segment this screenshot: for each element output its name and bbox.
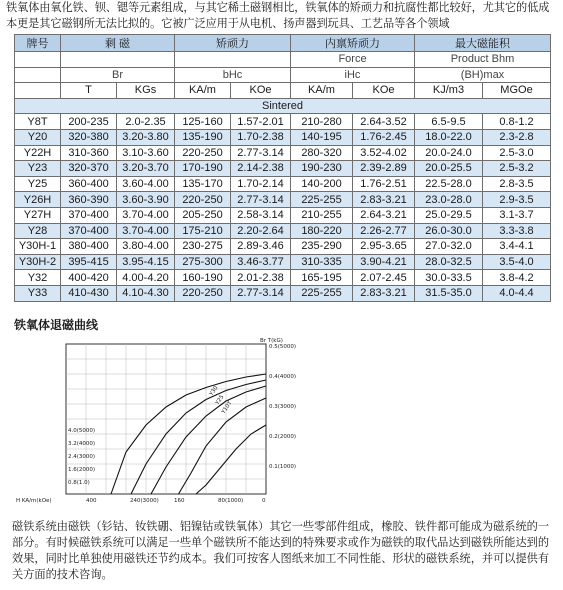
value-cell: 160-190	[175, 270, 231, 286]
br-subheader: Br	[61, 67, 175, 83]
value-cell: 3.95-4.15	[117, 254, 175, 270]
value-cell: 3.20-3.80	[117, 129, 175, 145]
header-row-3	[15, 67, 551, 83]
value-cell: 2.64-3.52	[353, 114, 415, 130]
value-cell: 400-420	[61, 270, 117, 286]
x-tick-label: 80(1000)	[218, 498, 244, 504]
value-cell: 2.77-3.14	[231, 285, 291, 301]
table-row	[15, 223, 551, 239]
x-tick-label: 0	[262, 498, 266, 504]
value-cell: 380-400	[61, 239, 117, 255]
x-tick-label: 160	[174, 498, 185, 504]
value-cell: 2.77-3.14	[231, 145, 291, 161]
table-row	[15, 207, 551, 223]
value-cell: 280-320	[291, 145, 353, 161]
table-row	[15, 129, 551, 145]
unit-cell: KGs	[117, 83, 175, 99]
value-cell: 1.76-2.51	[353, 176, 415, 192]
ihc-subheader: iHc	[291, 67, 415, 83]
y-axis-label: Br T(kG)	[260, 338, 283, 344]
value-cell: 3.80-4.00	[117, 239, 175, 255]
value-cell: 3.5-4.0	[483, 254, 551, 270]
section-row	[15, 98, 551, 114]
value-cell: 2.83-3.21	[353, 192, 415, 208]
value-cell: 125-160	[175, 114, 231, 130]
value-cell: 3.10-3.60	[117, 145, 175, 161]
table-row	[15, 192, 551, 208]
table-row	[15, 285, 551, 301]
outro-paragraph: 磁铁系统由磁铁（钐钴、钕铁硼、铝镍钴或铁氧体）其它一些零部件组成，橡胶、铁件都可能成为磁系统的一部分。有时候磁铁系统可以满足一些单个磁铁所不能达到的特殊要求或作为磁铁的取代品达到磁铁所能达到的效果，同时比单独使用磁铁还节约成本。我们可按客人图纸来加工不同性能、形状的磁铁系统，并可以提供有关方面的技术咨询。	[12, 520, 550, 581]
table-row	[15, 239, 551, 255]
grade-cell: Y30H-2	[15, 254, 61, 270]
product-subheader: Product Bhm	[415, 52, 551, 68]
value-cell: 3.46-3.77	[231, 254, 291, 270]
value-cell: 2.9-3.5	[483, 192, 551, 208]
value-cell: 220-250	[175, 145, 231, 161]
grade-cell: Y20	[15, 129, 61, 145]
sintered-label: Sintered	[15, 98, 551, 114]
value-cell: 370-400	[61, 223, 117, 239]
value-cell: 360-400	[61, 176, 117, 192]
value-cell: 25.0-29.5	[415, 207, 483, 223]
value-cell: 310-360	[61, 145, 117, 161]
value-cell: 175-210	[175, 223, 231, 239]
intro-paragraph: 铁氧体由氧化铁、钡、锶等元素组成，与其它稀土磁钢相比，铁氧体的矫顽力和抗腐性都比较好，尤其它的低成本更是其它磁钢所无法比拟的。它被广泛应用于从电机、扬声器到玩具、工艺品等各个领域	[6, 1, 550, 30]
unit-cell: KA/m	[175, 83, 231, 99]
grade-cell: Y26H	[15, 192, 61, 208]
value-cell: 2.58-3.14	[231, 207, 291, 223]
value-cell: 395-415	[61, 254, 117, 270]
value-cell: 2.8-3.5	[483, 176, 551, 192]
left-tick-label: 3.2(4000)	[68, 441, 96, 447]
value-cell: 140-195	[291, 129, 353, 145]
value-cell: 3.70-4.00	[117, 207, 175, 223]
value-cell: 320-380	[61, 129, 117, 145]
value-cell: 2.39-2.89	[353, 161, 415, 177]
grade-cell: Y27H	[15, 207, 61, 223]
table-row	[15, 161, 551, 177]
value-cell: 2.20-2.64	[231, 223, 291, 239]
value-cell: 3.4-4.1	[483, 239, 551, 255]
x-tick-label: 400	[86, 498, 97, 504]
value-cell: 18.0-22.0	[415, 129, 483, 145]
value-cell: 180-220	[291, 223, 353, 239]
value-cell: 4.0-4.4	[483, 285, 551, 301]
y-tick-label: 0.5(5000)	[269, 344, 297, 350]
value-cell: 2.95-3.65	[353, 239, 415, 255]
value-cell: 3.70-4.00	[117, 223, 175, 239]
value-cell: 3.8-4.2	[483, 270, 551, 286]
value-cell: 135-170	[175, 176, 231, 192]
value-cell: 3.52-4.02	[353, 145, 415, 161]
demag-curve-4	[196, 425, 266, 494]
y-tick-label: 0.4(4000)	[269, 374, 297, 380]
value-cell: 23.0-28.0	[415, 192, 483, 208]
value-cell: 230-275	[175, 239, 231, 255]
unit-cell: KA/m	[291, 83, 353, 99]
table-row	[15, 176, 551, 192]
value-cell: 20.0-25.5	[415, 161, 483, 177]
unit-cell: T	[61, 83, 117, 99]
left-tick-label: 4.0(5000)	[68, 428, 96, 434]
value-cell: 310-335	[291, 254, 353, 270]
value-cell: 1.57-2.01	[231, 114, 291, 130]
value-cell: 170-190	[175, 161, 231, 177]
table-row	[15, 254, 551, 270]
value-cell: 2.64-3.21	[353, 207, 415, 223]
value-cell: 22.5-28.0	[415, 176, 483, 192]
y-tick-label: 0.1(1000)	[269, 464, 297, 470]
value-cell: 370-400	[61, 207, 117, 223]
value-cell: 200-235	[61, 114, 117, 130]
value-cell: 3.60-4.00	[117, 176, 175, 192]
value-cell: 3.20-3.70	[117, 161, 175, 177]
value-cell: 320-370	[61, 161, 117, 177]
grade-cell: Y8T	[15, 114, 61, 130]
chart-title: 铁氧体退磁曲线	[14, 318, 99, 332]
value-cell: 2.26-2.77	[353, 223, 415, 239]
value-cell: 3.60-3.90	[117, 192, 175, 208]
value-cell: 360-390	[61, 192, 117, 208]
force-subheader: Force	[291, 52, 415, 68]
value-cell: 205-250	[175, 207, 231, 223]
remanence-header: 剩 磁	[61, 35, 175, 52]
grade-cell: Y22H	[15, 145, 61, 161]
value-cell: 2.5-3.2	[483, 161, 551, 177]
value-cell: 6.5-9.5	[415, 114, 483, 130]
value-cell: 2.83-3.21	[353, 285, 415, 301]
max-energy-product-header: 最大磁能积	[415, 35, 551, 52]
value-cell: 235-290	[291, 239, 353, 255]
bhmax-subheader: (BH)max	[415, 67, 551, 83]
value-cell: 31.5-35.0	[415, 285, 483, 301]
value-cell: 210-255	[291, 207, 353, 223]
value-cell: 27.0-32.0	[415, 239, 483, 255]
value-cell: 2.07-2.45	[353, 270, 415, 286]
grade-header: 牌号	[15, 35, 61, 52]
value-cell: 410-430	[61, 285, 117, 301]
bhc-subheader: bHc	[175, 67, 291, 83]
grade-cell: Y25	[15, 176, 61, 192]
intrinsic-coercivity-header: 内禀矫顽力	[291, 35, 415, 52]
table-row	[15, 270, 551, 286]
unit-cell: KJ/m3	[415, 83, 483, 99]
grade-cell: Y28	[15, 223, 61, 239]
ferrite-spec-table	[14, 34, 551, 302]
value-cell: 275-300	[175, 254, 231, 270]
value-cell: 220-250	[175, 285, 231, 301]
unit-cell: MGOe	[483, 83, 551, 99]
unit-cell: KOe	[231, 83, 291, 99]
value-cell: 135-190	[175, 129, 231, 145]
grade-cell: Y33	[15, 285, 61, 301]
table-row	[15, 145, 551, 161]
value-cell: 140-200	[291, 176, 353, 192]
value-cell: 2.77-3.14	[231, 192, 291, 208]
value-cell: 2.0-2.35	[117, 114, 175, 130]
value-cell: 225-255	[291, 192, 353, 208]
value-cell: 2.01-2.38	[231, 270, 291, 286]
grade-cell: Y32	[15, 270, 61, 286]
curve-label: Y30	[208, 385, 220, 398]
y-tick-label: 0.2(2000)	[269, 434, 297, 440]
unit-row	[15, 83, 551, 99]
value-cell: 20.0-24.0	[415, 145, 483, 161]
x-tick-label: 240(3000)	[130, 498, 159, 504]
value-cell: 4.00-4.20	[117, 270, 175, 286]
left-tick-label: 2.4(3000)	[68, 454, 96, 460]
value-cell: 190-230	[291, 161, 353, 177]
coercivity-header: 矫顽力	[175, 35, 291, 52]
value-cell: 30.0-33.5	[415, 270, 483, 286]
curve-label: Y10T	[220, 400, 234, 416]
header-row-2	[15, 52, 551, 68]
value-cell: 2.89-3.46	[231, 239, 291, 255]
curve-label: Y25	[214, 394, 226, 407]
value-cell: 220-250	[175, 192, 231, 208]
table-row	[15, 114, 551, 130]
value-cell: 1.70-2.14	[231, 176, 291, 192]
value-cell: 210-280	[291, 114, 353, 130]
value-cell: 28.0-32.5	[415, 254, 483, 270]
left-tick-label: 1.6(2000)	[68, 467, 96, 473]
value-cell: 3.1-3.7	[483, 207, 551, 223]
value-cell: 1.70-2.38	[231, 129, 291, 145]
value-cell: 3.90-4.21	[353, 254, 415, 270]
grade-cell: Y23	[15, 161, 61, 177]
chart-svg	[14, 334, 308, 506]
value-cell: 26.0-30.0	[415, 223, 483, 239]
value-cell: 4.10-4.30	[117, 285, 175, 301]
value-cell: 225-255	[291, 285, 353, 301]
value-cell: 2.5-3.0	[483, 145, 551, 161]
grade-cell: Y30H-1	[15, 239, 61, 255]
value-cell: 2.3-2.8	[483, 129, 551, 145]
unit-cell: KOe	[353, 83, 415, 99]
demag-curve-2	[151, 386, 266, 494]
left-tick-label: 0.8(1.0)	[68, 480, 90, 486]
demagnetization-chart	[14, 334, 308, 506]
y-tick-label: 0.3(3000)	[269, 404, 297, 410]
value-cell: 1.76-2.45	[353, 129, 415, 145]
value-cell: 2.14-2.38	[231, 161, 291, 177]
value-cell: 3.3-3.8	[483, 223, 551, 239]
header-row-1	[15, 35, 551, 52]
x-axis-label: H KA/m(kOe)	[16, 498, 52, 504]
value-cell: 0.8-1.2	[483, 114, 551, 130]
value-cell: 165-195	[291, 270, 353, 286]
